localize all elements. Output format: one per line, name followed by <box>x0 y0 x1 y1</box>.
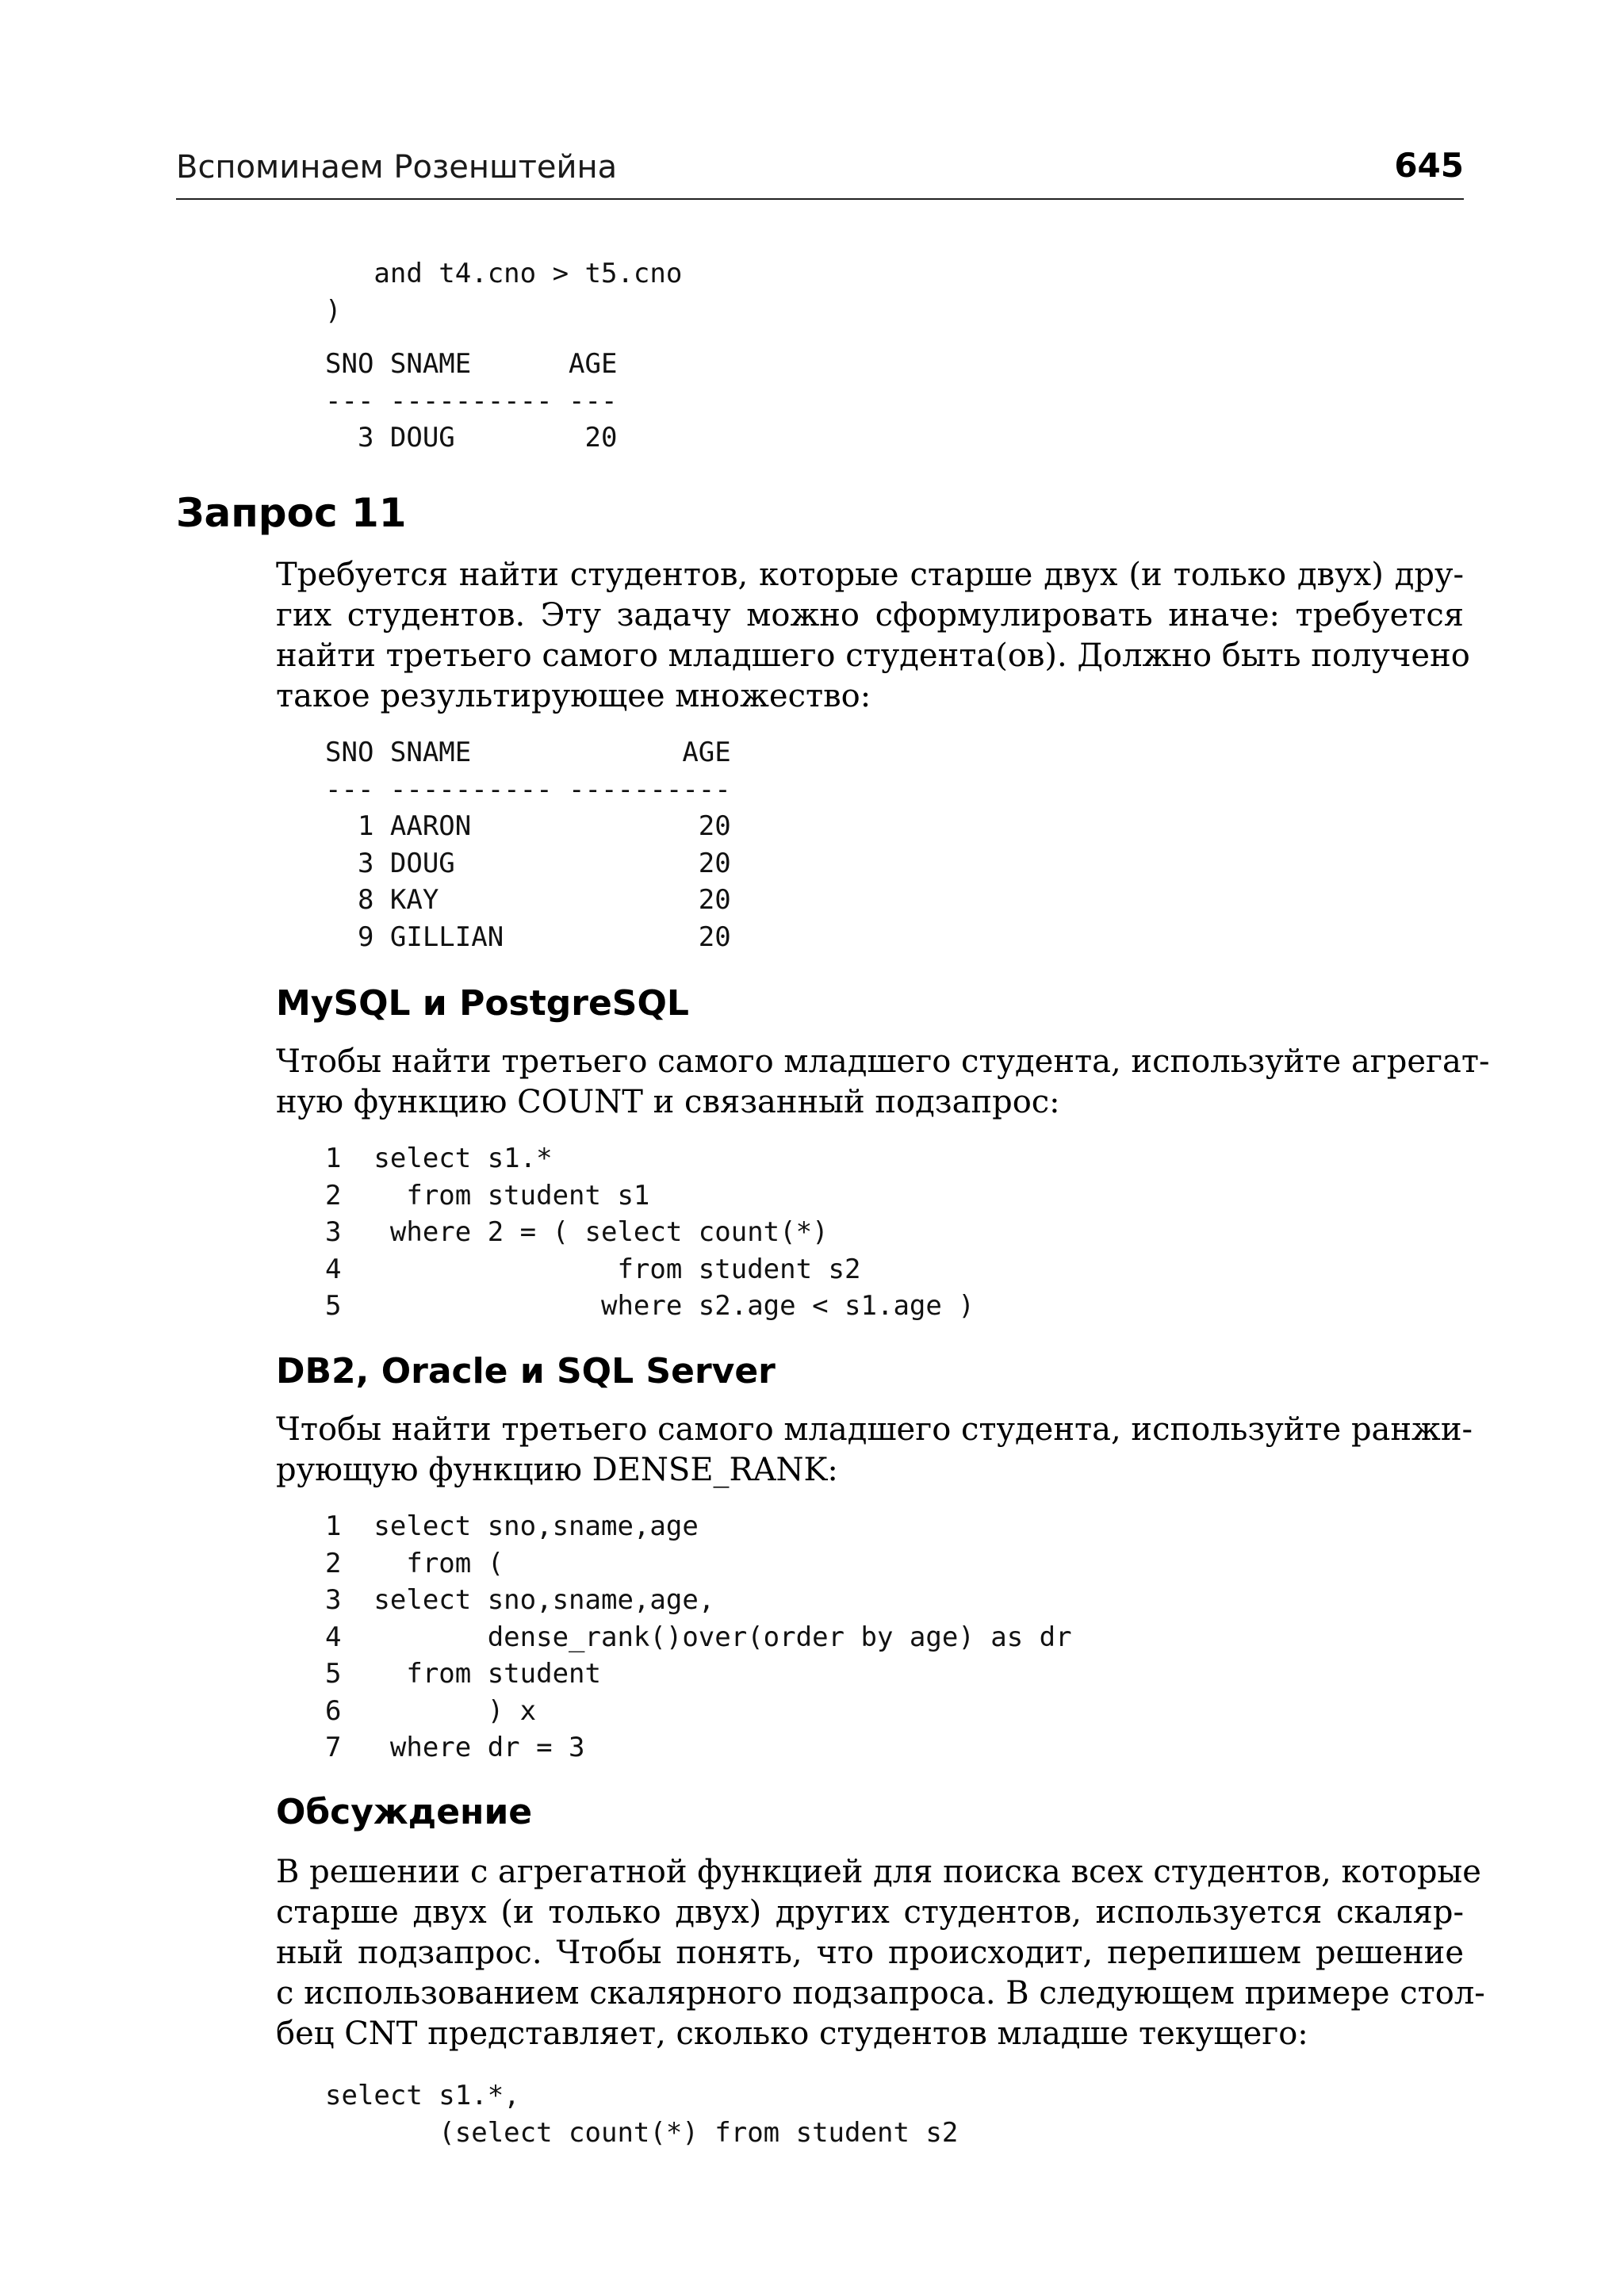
section-title: Запрос 11 <box>176 490 407 536</box>
text-line: Чтобы найти третьего самого младшего студента, используйте ранжи- <box>276 1411 1473 1448</box>
discussion-section-title: Обсуждение <box>276 1792 533 1832</box>
code-line: 2 from ( <box>325 1547 504 1579</box>
code-line: 4 from student s2 <box>325 1253 861 1285</box>
code-block-top <box>325 255 682 329</box>
text-line: старше двух (и только двух) других студентов, используется скаляр- <box>276 1894 1464 1931</box>
text-line: бец CNT представляет, сколько студентов младше текущего: <box>276 2015 1308 2052</box>
code-line: select s1.*, <box>325 2080 520 2111</box>
code-line: 2 from student s1 <box>325 1179 650 1212</box>
result-line: 1 AARON 20 <box>325 810 731 842</box>
code-line: 6 ) x <box>325 1694 537 1727</box>
result-line: 3 DOUG 20 <box>325 847 731 879</box>
code-line: and t4.cno > t5.cno <box>325 258 683 289</box>
running-header-title: Вспоминаем Розенштейна <box>176 149 618 186</box>
code-line: ) <box>325 294 342 327</box>
db2-code-block <box>325 1508 1072 1767</box>
code-line: 1 select sno,sname,age <box>325 1510 699 1542</box>
mysql-code-block <box>325 1140 975 1325</box>
discussion-code-block <box>325 2077 958 2151</box>
code-line: 1 select s1.* <box>325 1143 553 1174</box>
text-line: рующую функцию DENSE_RANK: <box>276 1452 838 1488</box>
code-line: 4 dense_rank()over(order by age) as dr <box>325 1621 1072 1653</box>
result-line: 3 DOUG 20 <box>325 422 618 454</box>
code-line: 3 select sno,sname,age, <box>325 1584 715 1616</box>
result-line: --- ---------- --- <box>325 385 618 417</box>
discussion-paragraph <box>276 1852 1485 2054</box>
text-line: Чтобы найти третьего самого младшего студента, используйте агрегат- <box>276 1043 1490 1080</box>
mysql-paragraph <box>276 1042 1490 1123</box>
result-line: SNO SNAME AGE <box>325 348 618 380</box>
result-table-top <box>325 346 617 457</box>
page-number: 645 <box>1394 146 1464 185</box>
intro-paragraph <box>276 555 1470 717</box>
result-line: 8 KAY 20 <box>325 884 731 916</box>
code-line: 5 where s2.age < s1.age ) <box>325 1290 975 1322</box>
header-rule <box>176 198 1464 200</box>
text-line: В решении с агрегатной функцией для поиска всех студентов, которые <box>276 1854 1481 1890</box>
text-line: найти третьего самого младшего студента(ов). Должно быть получено <box>276 637 1470 674</box>
code-line: 5 from student <box>325 1658 601 1690</box>
text-line: ную функцию COUNT и связанный подзапрос: <box>276 1084 1060 1120</box>
mysql-section-title: MySQL и PostgreSQL <box>276 983 689 1024</box>
db2-paragraph <box>276 1410 1473 1491</box>
text-line: с использованием скалярного подзапроса. В следующем примере стол- <box>276 1975 1485 2012</box>
code-line: (select count(*) from student s2 <box>325 2116 959 2149</box>
db2-section-title: DB2, Oracle и SQL Server <box>276 1351 776 1391</box>
text-line: ный подзапрос. Чтобы понять, что происходит, перепишем решение <box>276 1935 1464 1971</box>
text-line: такое результирующее множество: <box>276 678 871 714</box>
result-line: SNO SNAME AGE <box>325 737 731 768</box>
code-line: 3 where 2 = ( select count(*) <box>325 1216 829 1248</box>
result-line: --- ---------- ---------- <box>325 773 731 806</box>
text-line: Требуется найти студентов, которые старше двух (и только двух) дру- <box>276 557 1464 593</box>
result-line: 9 GILLIAN 20 <box>325 921 731 953</box>
text-line: гих студентов. Эту задачу можно сформулировать иначе: требуется <box>276 597 1464 634</box>
result-table-main <box>325 734 731 955</box>
code-line: 7 where dr = 3 <box>325 1732 585 1763</box>
